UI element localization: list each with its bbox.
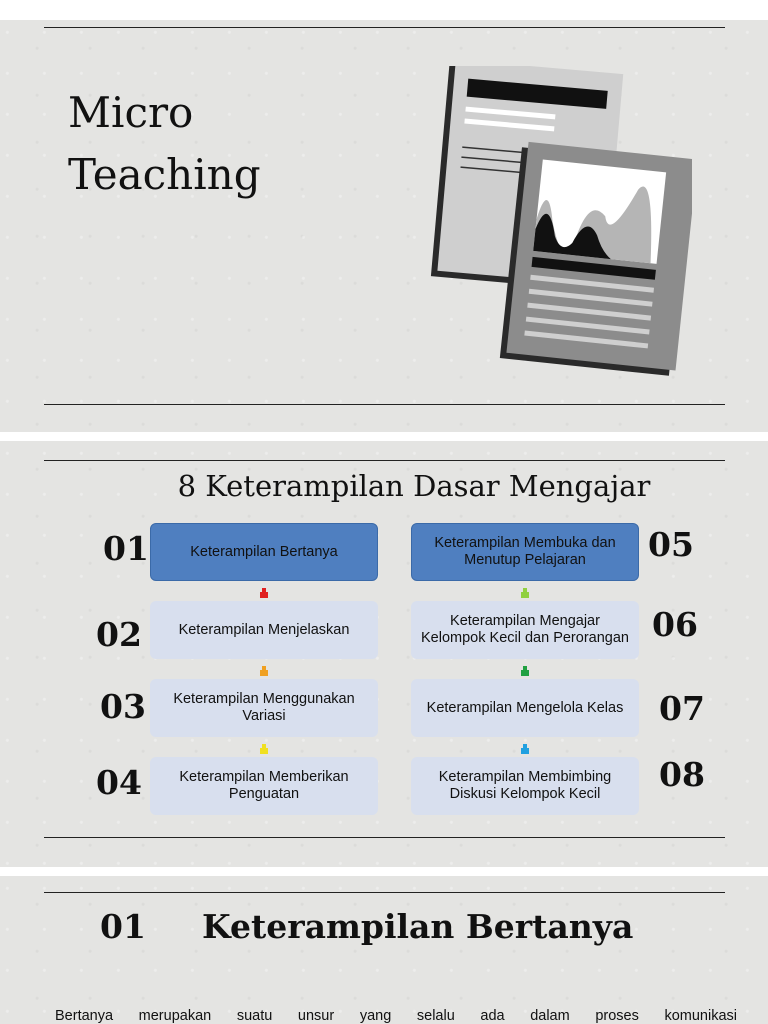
skill-box: Keterampilan Memberikan Penguatan [150,757,378,815]
down-arrow-icon [260,748,268,754]
title-line-2: Teaching [68,150,261,199]
top-rule [44,892,725,893]
skill-number: 05 [648,525,694,564]
skill-number: 02 [96,615,142,654]
skill-number: 03 [100,687,146,726]
slide-title: 8 Keterampilan Dasar Mengajar [177,469,651,503]
documents-illustration [430,66,692,378]
skill-box: Keterampilan Membuka dan Menutup Pelajaran [411,523,639,581]
skill-number: 04 [96,763,142,802]
detail-slide [0,876,768,1024]
down-arrow-icon [260,670,268,676]
down-arrow-icon [521,592,529,598]
title-line-1: Micro [68,88,194,137]
bottom-rule [44,404,725,405]
down-arrow-icon [260,592,268,598]
skill-box: Keterampilan Menggunakan Variasi [150,679,378,737]
bottom-rule [44,837,725,838]
skills-slide [0,441,768,867]
top-rule [44,27,725,28]
down-arrow-icon [521,748,529,754]
section-number: 01 [100,907,146,946]
skill-number: 07 [659,689,705,728]
skill-box: Keterampilan Mengelola Kelas [411,679,639,737]
skill-number: 06 [652,605,698,644]
skill-box: Keterampilan Bertanya [150,523,378,581]
top-rule [44,460,725,461]
skill-box: Keterampilan Mengajar Kelompok Kecil dan Perorangan [411,601,639,659]
down-arrow-icon [521,670,529,676]
skill-number: 01 [103,529,149,568]
section-title: Keterampilan Bertanya [202,907,634,946]
slide-title [68,82,368,206]
title-slide [0,20,768,432]
section-body: Bertanya merupakan suatu unsur yang selalu ada dalam proses komunikasi [55,1008,737,1024]
skill-number: 08 [659,755,705,794]
skill-box: Keterampilan Menjelaskan [150,601,378,659]
skill-box: Keterampilan Membimbing Diskusi Kelompok Kecil [411,757,639,815]
